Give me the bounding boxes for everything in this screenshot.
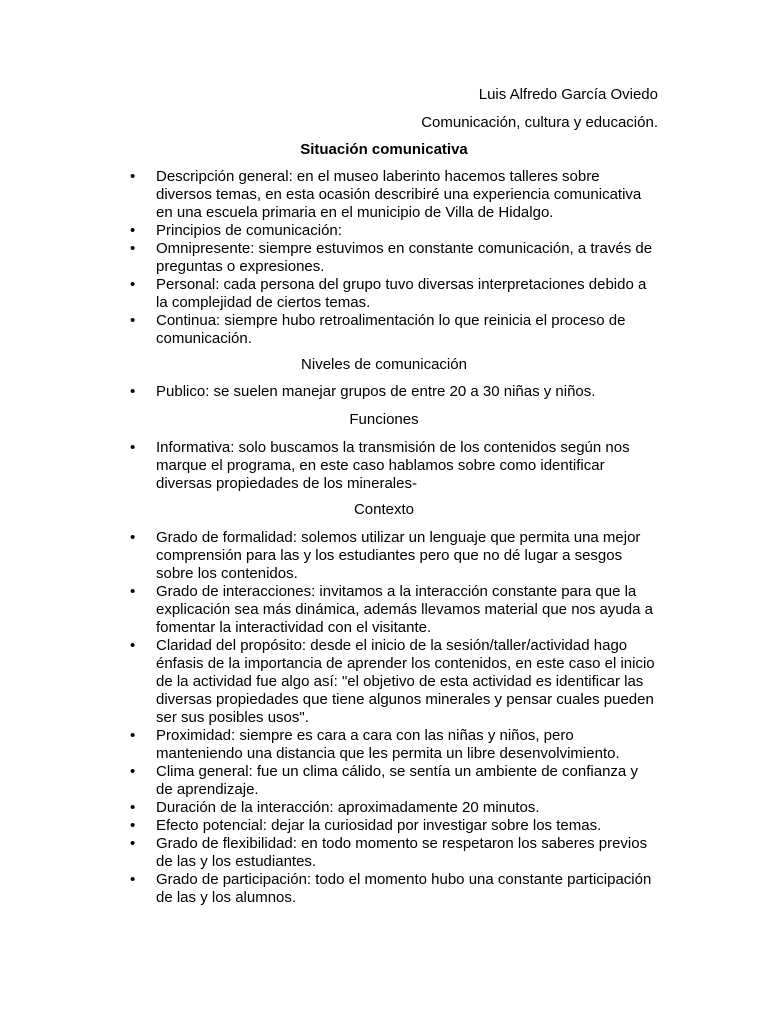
- bullet-icon: •: [130, 240, 136, 257]
- niveles-list: [0, 383, 768, 401]
- course-name: Comunicación, cultura y educación.: [421, 114, 658, 131]
- list-item-text: Efecto potencial: dejar la curiosidad por investigar sobre los temas.: [156, 817, 602, 834]
- list-item-text: Proximidad: siempre es cara a cara con las niñas y niños, pero manteniendo una distancia que les permita un libre desenvolvimiento.: [156, 727, 620, 762]
- list-item-text: Grado de interacciones: invitamos a la interacción constante para que la explicación sea más dinámica, además llevamos material que nos ayuda a fomentar la interactividad con el visitante.: [156, 583, 653, 636]
- list-item-text: Publico: se suelen manejar grupos de entre 20 a 30 niñas y niños.: [156, 383, 596, 400]
- list-item-text: Personal: cada persona del grupo tuvo diversas interpretaciones debido a la complejidad de ciertos temas.: [156, 276, 647, 311]
- list-item-text: Informativa: solo buscamos la transmisión de los contenidos según nos marque el programa, en este caso hablamos sobre como identificar diversas propiedades de los minerales-: [156, 439, 630, 492]
- bullet-icon: •: [130, 799, 136, 816]
- funciones-list: [0, 439, 768, 493]
- bullet-icon: •: [130, 817, 136, 834]
- list-item: [0, 439, 658, 493]
- document-title: Situación comunicativa: [300, 141, 468, 158]
- bullet-icon: •: [130, 383, 136, 400]
- list-item-text: Grado de participación: todo el momento hubo una constante participación de las y los alumnos.: [156, 871, 652, 906]
- list-item: [0, 763, 658, 799]
- list-item-text: Principios de comunicación:: [156, 222, 342, 239]
- list-item: [0, 727, 658, 763]
- bullet-icon: •: [130, 583, 136, 600]
- list-item: [0, 383, 658, 401]
- author-name: Luis Alfredo García Oviedo: [478, 86, 658, 103]
- bullet-icon: •: [130, 529, 136, 546]
- list-item-text: Duración de la interacción: aproximadamente 20 minutos.: [156, 799, 540, 816]
- list-item: [0, 835, 658, 871]
- bullet-icon: •: [130, 835, 136, 852]
- list-item: [0, 817, 658, 835]
- bullet-icon: •: [130, 763, 136, 780]
- bullet-icon: •: [130, 222, 136, 239]
- bullet-icon: •: [130, 439, 136, 456]
- list-item: [0, 276, 658, 312]
- bullet-icon: •: [130, 312, 136, 329]
- bullet-icon: •: [130, 276, 136, 293]
- list-item-text: Omnipresente: siempre estuvimos en constante comunicación, a través de preguntas o expresiones.: [156, 240, 653, 275]
- list-item-text: Clima general: fue un clima cálido, se sentía un ambiente de confianza y de aprendizaje.: [156, 763, 638, 798]
- list-item: [0, 637, 658, 727]
- niveles-heading: Niveles de comunicación: [301, 356, 467, 373]
- list-item: [0, 871, 658, 907]
- bullet-icon: •: [130, 637, 136, 654]
- list-item-text: Claridad del propósito: desde el inicio de la sesión/taller/actividad hago énfasis de la importancia de aprender los contenidos, en este caso el inicio de la actividad fue algo así: "el objetivo de esta actividad es identificar las diversas propiedades que tiene algunos minerales y pensar cuales pueden ser sus posibles usos".: [156, 637, 655, 726]
- list-item: [0, 312, 658, 348]
- bullet-icon: •: [130, 727, 136, 744]
- list-item-text: Descripción general: en el museo laberinto hacemos talleres sobre diversos temas, en esta ocasión describiré una experiencia comunicativa en una escuela primaria en el municipio de Villa de Hidalgo.: [156, 168, 642, 221]
- contexto-list: [0, 529, 768, 907]
- list-item-text: Continua: siempre hubo retroalimentación lo que reinicia el proceso de comunicación.: [156, 312, 626, 347]
- list-item: [0, 222, 658, 240]
- list-item: [0, 240, 658, 276]
- list-item: [0, 799, 658, 817]
- list-item: [0, 583, 658, 637]
- list-item-text: Grado de formalidad: solemos utilizar un lenguaje que permita una mejor comprensión para las y los estudiantes pero que no dé lugar a sesgos sobre los contenidos.: [156, 529, 641, 582]
- contexto-heading: Contexto: [353, 501, 415, 518]
- list-item-text: Grado de flexibilidad: en todo momento se respetaron los saberes previos de las y los estudiantes.: [156, 835, 648, 870]
- list-item: [0, 529, 658, 583]
- bullet-icon: •: [130, 168, 136, 185]
- section1-list: [0, 168, 768, 348]
- bullet-icon: •: [130, 871, 136, 888]
- list-item: [0, 168, 658, 222]
- funciones-heading: Funciones: [349, 411, 419, 428]
